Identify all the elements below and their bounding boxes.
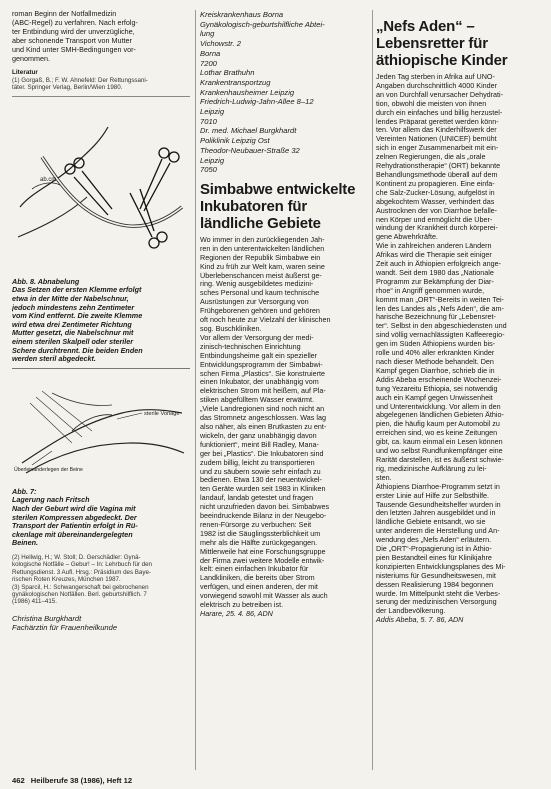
figure-8-title: Abnabelung <box>37 276 80 286</box>
text-line: Rehydrationstherapie“ (ORT) bekannte <box>376 162 501 171</box>
caption-line: Transport der Patientin erfolgt in Rü- <box>12 522 138 531</box>
text-line: rhoe“ in Angriff genommen wurde, <box>376 286 485 295</box>
text-line: ger bei „Plastics“. Die Inkubatoren sind <box>200 449 324 458</box>
text-line: und Kind unter SMH-Bedingungen vor- <box>12 45 136 54</box>
headline-line: „Nefs Aden“ – <box>376 18 475 35</box>
address-line: Borna <box>200 48 221 58</box>
address-line: Leipzig <box>200 155 225 165</box>
figure-8-label: Abb. 8. <box>12 276 36 286</box>
figure-7-caption <box>12 488 190 548</box>
reference-line: gynäkologischen Notfällen. Berl. geburtshilflich. 7 <box>12 590 147 598</box>
text-line: Äthiopiens Diarrhoe-Programm setzt in <box>376 482 500 491</box>
positioning-illustration <box>12 373 190 485</box>
text-line: kommt man „ORT“-Bereits in weiten Tei- <box>376 295 504 304</box>
address-line: Lothar Brathuhn <box>200 68 255 78</box>
caption-line: Beinen. <box>12 539 38 548</box>
text-line: Behandlungsmethode überall auf dem <box>376 170 498 179</box>
text-line: durch ein einfaches und billig herzustel- <box>376 108 503 117</box>
divider <box>12 368 190 369</box>
text-line: Wo immer in den zurückliegenden Jah- <box>200 235 325 244</box>
address-line: Gynäkologisch-geburtshilfliche Abtei- <box>200 19 325 29</box>
text-line: tion, obwohl die meisten von ihnen <box>376 99 487 108</box>
text-line: sten. <box>376 473 392 482</box>
text-line: ten. Vor allem das Kinderhilfswerk der <box>376 126 497 135</box>
text-line: Wie in zahlreichen anderen Ländern <box>376 242 492 251</box>
text-line: auch ein Kampf gegen Unwissenheit <box>376 393 493 402</box>
text-line: den letzten Jahren ausgebildet und in <box>376 509 496 518</box>
article-headline-nefs-aden <box>376 18 542 69</box>
caption-line: ckenlage mit übereinandergelegten <box>12 530 133 539</box>
column-middle <box>200 10 370 619</box>
text-line: Zeit auch in Äthiopien erfolgreich ange- <box>376 260 502 269</box>
text-line: verfügen, und einen anderen, der mit <box>200 583 318 592</box>
text-line: ten Geräte wurden seit 1983 in Kliniken <box>200 485 326 494</box>
column-right <box>376 10 542 625</box>
text-line: landauf, landab getestet und fragen <box>200 494 314 503</box>
text-line: nen Körper und ermöglicht die Über- <box>376 215 493 224</box>
text-line: Entbindungsheime galt ein spezieller <box>200 351 318 360</box>
text-line: wandt. Seit dem 1980 das „Nationale <box>376 268 494 277</box>
text-line: Afrikas wird die Therapie seit einiger <box>376 251 492 260</box>
headline-line: äthiopische Kinder <box>376 52 508 69</box>
text-line: wendung des „Nefs Aden“ erläutern. <box>376 536 492 545</box>
text-line: gen im Süden Äthiopiens wurden bis- <box>376 340 496 349</box>
text-line: zelnen Regierungen, die als „orale <box>376 153 486 162</box>
text-line: elektrisch zu betreiben ist. <box>200 601 284 610</box>
text-line: len des Landes als „Nefs Aden“, die am- <box>376 304 504 313</box>
text-line: aber schonende Transport von Mutter <box>12 36 132 45</box>
text-line: Die „ORT“-Propagierung ist in Äthio- <box>376 545 492 554</box>
caption-line: vom Kind entfernt. Die zweite Klemme <box>12 312 143 321</box>
article-body-nefs-aden <box>376 73 542 616</box>
figure-8 <box>12 96 190 275</box>
text-line: rolle und 40% aller erkrankten Kinder <box>376 349 495 358</box>
text-line: Austrocknen der von Diarrhoe befalle- <box>376 206 498 215</box>
text-line: vorwiegend sowohl mit Wasser als auch <box>200 592 328 601</box>
text-line: Frühgeborenen gehören und gehören <box>200 307 320 316</box>
text-line: ring. Wenig ausgebildetes medizini- <box>200 280 314 289</box>
text-line: Entwicklungsprogramm der Simbabwi- <box>200 360 323 369</box>
address-block <box>200 10 370 175</box>
text-line: abgelegenen ländlichen Gebieten Äthio- <box>376 411 504 420</box>
column-left <box>12 10 190 633</box>
address-line: Vichowstr. 2 <box>200 39 241 49</box>
text-line: renen-Fürsorge zu verbuchen: Seit <box>200 520 312 529</box>
literature-heading: Literatur <box>12 69 38 77</box>
article-source: Addis Abeba, 5. 7. 86, ADN <box>376 615 464 625</box>
figure-8-caption <box>12 278 190 364</box>
reference-line: Rettungsdienst. 3 Aufl. Hrsg.: Präsidium des Baye- <box>12 568 151 576</box>
text-line: Vereinten Nationen (UNICEF) bemüht <box>376 135 497 144</box>
text-line: harische Bezeichnung für „Lebensret- <box>376 313 496 322</box>
text-line: Kontinent zu propagieren. Eine einfa- <box>376 179 495 188</box>
text-line: (ABC-Regel) zu verfahren. Nach erfolg- <box>12 18 138 27</box>
text-line: schen Firma „Plastics“. Sie konstruierte <box>200 369 326 378</box>
author-role: Fachärztin für Frauenheilkunde <box>12 623 118 633</box>
text-line: Angaben durchschnittlich 4000 Kinder <box>376 81 498 90</box>
address-line: 7010 <box>200 116 217 126</box>
address-line: Krankentransportzug <box>200 77 271 87</box>
text-line: roman Beginn der Notfallmedizin <box>12 10 117 18</box>
reference-line: (1986) 411–415. <box>12 598 57 606</box>
text-line: und wo selbst Rundfunkempfänger eine <box>376 447 503 456</box>
text-line: gene Abwehrkräfte. <box>376 233 438 242</box>
text-line: Überlebenschancen meist äußerst ge- <box>200 271 322 280</box>
text-line: funktioniert“, meint Bill Radley, Mana- <box>200 440 319 449</box>
text-line: beeindruckende Bilanz in der Neugebo- <box>200 512 327 521</box>
literature-line: täter. Springer Verlag, Berlin/Wien 1980. <box>12 84 123 92</box>
text-line: tung Yezareitu Ethiopia, sei notwendig <box>376 384 498 393</box>
headline-line: Inkubatoren für <box>200 197 308 215</box>
caption-line: Lagerung nach Fritsch <box>12 496 90 505</box>
umbilical-cord-illustration <box>12 97 190 275</box>
text-line: einen Inkubator, der unabhängig vom <box>200 378 319 387</box>
text-line: abgekochtem Wasser, verhindert das <box>376 197 495 206</box>
caption-line: werden steril abgedeckt. <box>12 355 96 364</box>
text-line: mehr als die Hälfte zurückgegangen. <box>200 538 318 547</box>
address-line: Leipzig <box>200 107 225 117</box>
text-line: elektrischen Strom mit heißem, auf Pla- <box>200 387 326 396</box>
caption-line: Schere durchtrennt. Die beiden Enden <box>12 346 143 355</box>
text-line: genommen. <box>12 54 50 63</box>
text-line: Rarität darstellen, ist es äußerst schwie- <box>376 455 504 464</box>
text-line: sches Personal und kaum technische <box>200 289 320 298</box>
caption-line: Das Setzen der ersten Klemme erfolgt <box>12 286 142 295</box>
text-line: an von Durchfall verursacher Dehydrati- <box>376 90 504 99</box>
text-line: ter“. Selbst in den abgeschiedensten und <box>376 322 507 331</box>
text-line: rig, medizinische Aufklärung zu lei- <box>376 464 487 473</box>
text-line: Landkliniken, die bereits über Strom <box>200 574 315 583</box>
caption-line: etwa in der Mitte der Nabelschnur, <box>12 295 129 304</box>
text-line: Vor allem der Versorgung der medi- <box>200 333 314 342</box>
caption-line: wird etwa drei Zentimeter Richtung <box>12 320 132 329</box>
sterile-label: sterile Vorlage <box>144 410 180 417</box>
text-line: sind völlig vernachlässigten Kaffeeregio- <box>376 331 505 340</box>
literature-list <box>12 77 190 92</box>
references-list <box>12 554 190 606</box>
text-line: sich in enger Zusammenarbeit mit ein- <box>376 144 499 153</box>
article-body-simbabwe <box>200 236 370 610</box>
text-line: wurde. Im Mittelpunkt steht die Verbes- <box>376 589 501 598</box>
text-line: Tausende Gesundheitshelfer wurden in <box>376 500 501 509</box>
headline-line: Simbabwe entwickelte <box>200 180 356 198</box>
text-line: der Landbevölkerung. <box>376 607 446 616</box>
article-source: Harare, 25. 4. 86, ADN <box>200 609 273 619</box>
caption-line: Nach der Geburt wird die Vagina mit <box>12 504 136 513</box>
text-line: stiken abgefülltem Wasser erwärmt. <box>200 396 314 405</box>
text-line: nach dieser Methode behandelt. Den <box>376 358 494 366</box>
text-line: nicht unzufrieden davon bei. Simbabwes <box>200 503 330 512</box>
caption-line: jedoch mindestens zehn Zentimeter <box>12 303 135 312</box>
text-line: Jeden Tag sterben in Afrika auf UNO- <box>376 73 495 81</box>
text-line: 1982 ist die Säuglingssterblichkeit um <box>200 529 321 538</box>
text-line: der Firma zwei weitere Modelle entwik- <box>200 556 325 565</box>
text-line: pien, die häufig kaum per Automobil zu <box>376 420 500 429</box>
text-line: „Viele Landregionen sind noch nicht an <box>200 405 325 414</box>
measure-label: ab.cm <box>40 176 57 183</box>
text-line: konzipierten Entwicklungsplanes des Mi- <box>376 562 506 571</box>
text-line: wickeln, der ganz unabhängig davon <box>200 431 317 440</box>
headline-line: ländliche Gebiete <box>200 214 321 232</box>
address-line: lung <box>200 29 215 39</box>
reference-line: rischen Roten Kreuzes, München 1987. <box>12 576 121 584</box>
text-line: Mittlerweile hat eine Forschungsgruppe <box>200 547 326 556</box>
text-line: che Salz-Zucker-Lösung, aufgelöst in <box>376 188 495 197</box>
text-line: bedienen. Etwa 130 der neuentwickel- <box>200 476 322 485</box>
reference-line: (2) Hellwig, H.; W. Stoll; D. Gerschädler: Gynä- <box>12 553 141 561</box>
text-line: erreichen sind, wo es keine Zeitungen <box>376 429 498 438</box>
legs-label: Überleinanderlegen der Beine <box>14 466 83 473</box>
text-line: zudem billig, leicht zu transportieren <box>200 458 315 467</box>
text-line: gibt, ca. kaum einmal ein Lesen können <box>376 438 503 447</box>
text-line: lendes Präparat gerettet werden könn- <box>376 117 499 126</box>
text-line: sog. Buschkliniken. <box>200 325 262 334</box>
caption-line: sterilen Kompressen abgedeckt. Der <box>12 513 137 522</box>
text-line: Programm zur Bekämpfung der Diar- <box>376 277 494 286</box>
text-line: dessen Realisierung 1984 begonnen <box>376 580 494 589</box>
text-line: Regionen der Republik Simbabwe ein <box>200 253 321 262</box>
text-line: Addis Abeba erscheinende Wochenzei- <box>376 375 502 384</box>
text-line: Kind zu früh zur Welt kam, waren seine <box>200 262 325 271</box>
reference-line: kologische Notfälle – Gebur! – In: Lehrbuch für den <box>12 561 152 569</box>
text-line: das Stromnetz angeschlossen. Was lag <box>200 414 326 423</box>
address-line: Theodor-Neubauer-Straße 32 <box>200 145 300 155</box>
text-line: Kampf gegen Diarrhoe, schrieb die in <box>376 366 495 375</box>
text-line: Ausrüstungen zur Versorgung von <box>200 298 309 307</box>
text-line: ter Entbindung wird der unverzügliche, <box>12 27 135 36</box>
column-rule <box>195 10 196 770</box>
text-line: pien Bestandteil eines für Klinikjahre <box>376 553 492 562</box>
column-rule <box>372 10 373 770</box>
text-line: erster Linie auf Hilfe zur Selbsthilfe. <box>376 491 490 500</box>
text-line: nisteriums für Gesundheitswesen, mit <box>376 571 496 580</box>
address-line: 7050 <box>200 165 217 175</box>
text-line: also näher, als einen Brutkasten zu ent- <box>200 422 327 431</box>
text-line: und zu säubern sowie sehr einfach zu <box>200 467 321 476</box>
text-line: unter anderem die Herstellung und An- <box>376 527 500 536</box>
literature-line: (1) Gorgaß, B.; F. W. Ahnefeld: Der Rettungssani- <box>12 77 148 85</box>
text-line: ren in den unterentwickelten ländlichen <box>200 244 325 253</box>
text-line: und Unterentwicklung. Vor allem in den <box>376 402 501 411</box>
address-line: 7200 <box>200 58 217 68</box>
address-line: Krankenhausheimer Leipzig <box>200 87 295 97</box>
page-footer <box>12 776 132 785</box>
address-line: Dr. med. Michael Burgkhardt <box>200 126 297 136</box>
text-line: zinisch-technischen Einrichtung <box>200 342 301 351</box>
text-line: oft noch heute zur Vielzahl der klinischen <box>200 316 331 325</box>
figure-7 <box>12 373 190 485</box>
address-line: Friedrich-Ludwig-Jahn-Allee 8–12 <box>200 97 314 107</box>
intro-paragraph <box>12 10 190 63</box>
text-line: kelt: einen einfachen Inkubator für <box>200 565 309 574</box>
address-line: Poliklinik Leipzig Ost <box>200 136 270 146</box>
caption-line: einem sterilen Skalpell oder steriler <box>12 338 134 346</box>
address-line: Kreiskrankenhaus Borna <box>200 10 284 19</box>
figure-7-label: Abb. 7: <box>12 486 37 496</box>
caption-line: Mutter gesetzt, die Nabelschnur mit <box>12 329 134 338</box>
headline-line: Lebensretter für <box>376 35 488 52</box>
journal-info: Heilberufe 38 (1986), Heft 12 <box>30 776 133 785</box>
page-number: 462 <box>12 776 25 785</box>
text-line: ländliche Gebiete entsandt, wo sie <box>376 518 486 527</box>
text-line: serung der medizinischen Versorgung <box>376 598 497 607</box>
text-line: windung der Krankheit durch körperei- <box>376 224 498 233</box>
author-name: Christina Burgkhardt <box>12 613 82 623</box>
reference-line: (3) Sparcil, H.: Schwangerschaft bei gebrochenen <box>12 583 149 591</box>
article-headline-simbabwe <box>200 181 370 232</box>
